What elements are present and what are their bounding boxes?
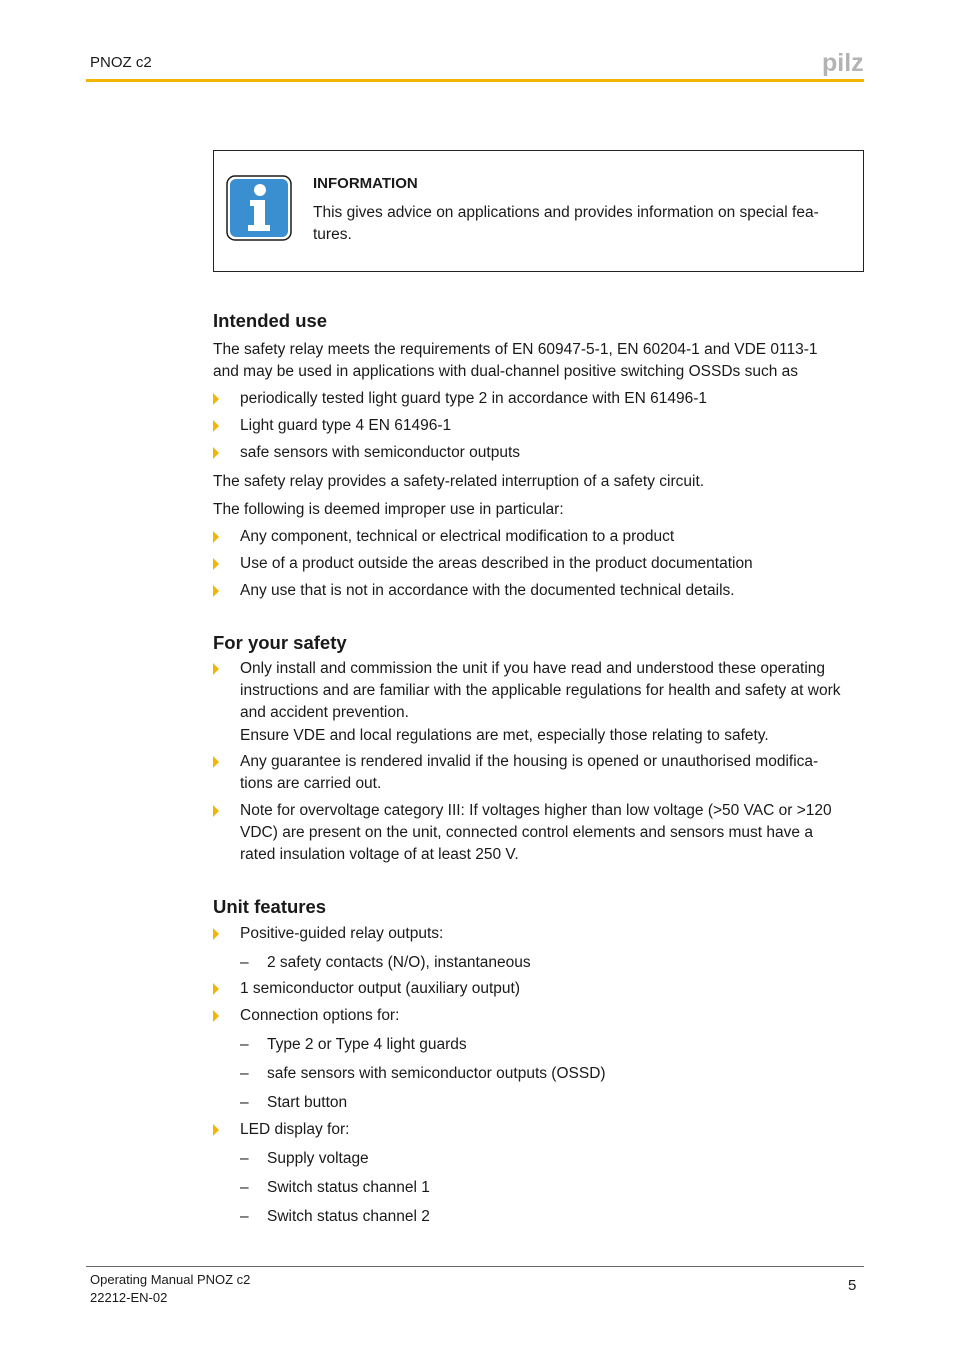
information-text: This gives advice on applications and provides information on special fea- tures. [313,204,819,243]
footer-doc-number: 22212-EN-02 [90,1290,168,1305]
features-heading: Unit features [213,896,327,917]
bullet-arrow-icon [213,983,219,995]
header-rule [86,79,864,82]
bullet-arrow-icon [213,756,219,768]
footer-rule [86,1266,864,1267]
info-icon [226,175,292,241]
header-title: PNOZ c2 [90,54,152,71]
bullet-arrow-icon [213,447,219,459]
intended-use-paragraph: The safety relay provides a safety-related interruption of a safety circuit. [213,473,705,490]
intended-use-heading: Intended use [213,310,328,331]
bullet-arrow-icon [213,558,219,570]
bullet-arrow-icon [213,805,219,817]
bullet-arrow-icon [213,420,219,432]
bullet-arrow-icon [213,393,219,405]
bullet-arrow-icon [213,585,219,597]
svg-text:pilz: pilz [822,50,864,76]
information-box [213,150,864,272]
information-heading: INFORMATION [313,175,418,192]
bullet-arrow-icon [213,928,219,940]
bullet-arrow-icon [213,1010,219,1022]
pilz-logo [820,50,864,76]
page-number: 5 [848,1277,857,1294]
bullet-arrow-icon [213,531,219,543]
intended-use-intro: The safety relay meets the requirements of EN 60947-5-1, EN 60204-1 and VDE 0113-1 and may be used in applications with dual-channel positive switching OSSDs such as [213,341,818,380]
footer-manual-title: Operating Manual PNOZ c2 [90,1272,251,1287]
safety-heading: For your safety [213,632,347,653]
bullet-arrow-icon [213,1124,219,1136]
bullet-arrow-icon [213,663,219,675]
improper-use-intro: The following is deemed improper use in particular: [213,501,564,518]
